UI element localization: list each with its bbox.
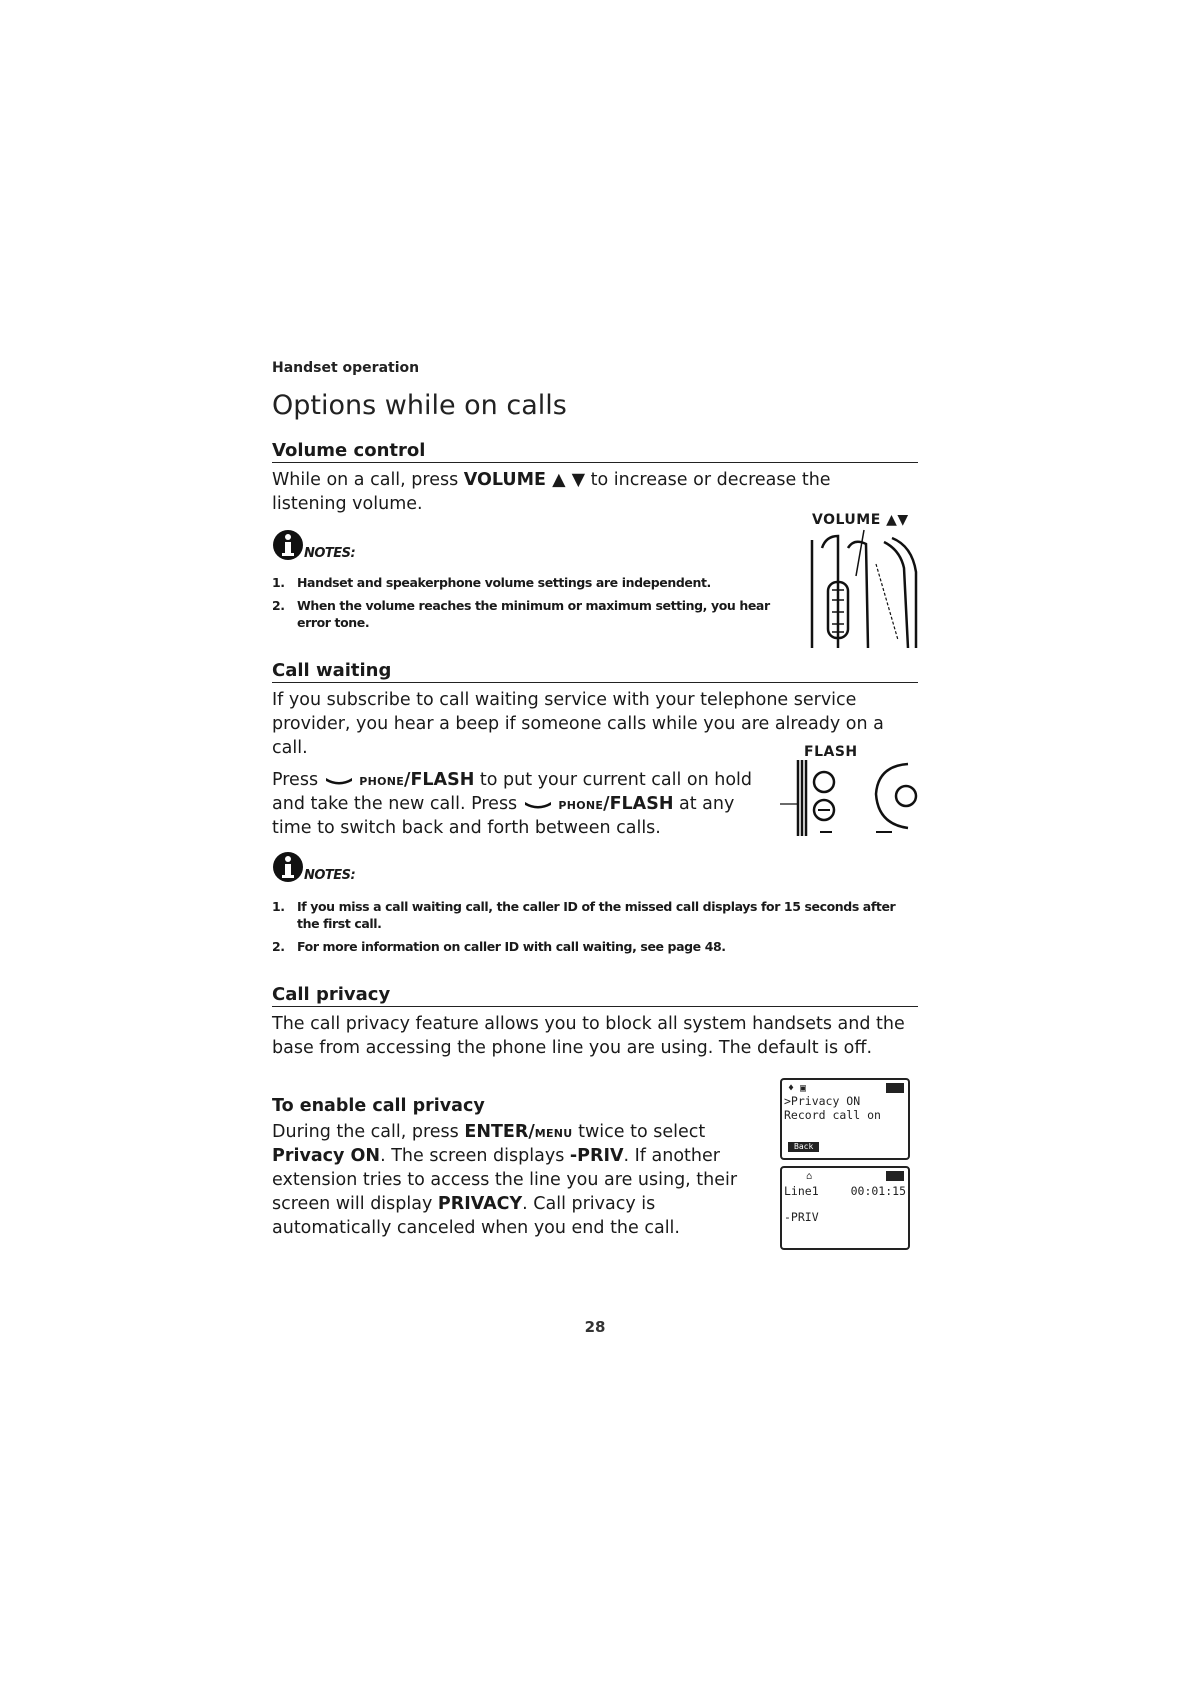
call-waiting-paragraph: If you subscribe to call waiting service with your telephone service provider, you hear a beep if someone calls while you are already on a call. — [272, 690, 884, 758]
info-icon — [272, 850, 306, 884]
battery-icon — [886, 1083, 904, 1093]
waiting-notes-list — [272, 898, 912, 961]
notes-label: NOTES: — [304, 546, 356, 561]
volume-figure-label: VOLUME ▲▼ — [812, 512, 909, 528]
handset-icon: ⌂ — [806, 1171, 813, 1182]
volume-paragraph: While on a call, press VOLUME ▲ ▼ to increase or decrease the listening volume. — [272, 470, 831, 514]
call-privacy-paragraph: The call privacy feature allows you to block all system handsets and the base from accessing the phone line you are using. The default is off. — [272, 1014, 905, 1058]
phone-icon — [324, 774, 354, 786]
signal-icon: ♦ ▣ — [788, 1083, 807, 1094]
volume-heading: Volume control — [272, 440, 918, 463]
battery-icon — [886, 1171, 904, 1181]
page-number: 28 — [584, 1318, 606, 1336]
call-waiting-heading: Call waiting — [272, 660, 918, 683]
section-label: Handset operation — [272, 360, 420, 376]
list-item: 1. If you miss a call waiting call, the caller ID of the missed call displays for 15 seconds after the first call. — [272, 899, 896, 931]
handset-screen-privacy-menu: ♦ ▣ >Privacy ON Record call on Back — [780, 1078, 910, 1160]
volume-key: VOLUME ▲ ▼ — [463, 470, 586, 490]
info-icon — [272, 528, 306, 562]
notes-label: NOTES: — [304, 868, 356, 883]
handset-screen-line-in-use: ⌂ Line1 00:01:15 -PRIV — [780, 1166, 910, 1250]
phone-icon — [523, 798, 553, 810]
flash-instructions: Press phone/FLASH to put your current call on hold and take the new call. Press phone/FLASH at any time to switch back and forth between calls. — [272, 770, 753, 838]
flash-key-illustration — [780, 760, 918, 836]
enable-privacy-subheading: To enable call privacy — [272, 1096, 485, 1116]
enable-privacy-instructions: During the call, press ENTER/menu twice to select Privacy ON. The screen displays -PRIV. If another extension tries to access the line you are using, their screen will display PRIVACY. Call privacy is automatically canceled when you end the call. — [272, 1122, 738, 1238]
volume-notes-header — [272, 528, 355, 562]
back-softkey: Back — [788, 1142, 819, 1152]
waiting-notes-header — [272, 850, 355, 884]
list-item: 2. For more information on caller ID with call waiting, see page 48. — [272, 939, 726, 954]
list-item: 2. When the volume reaches the minimum or maximum setting, you hear error tone. — [272, 598, 770, 630]
call-privacy-heading: Call privacy — [272, 984, 918, 1007]
page-title: Options while on calls — [272, 390, 567, 421]
flash-figure-label: FLASH — [804, 744, 858, 760]
volume-key-illustration — [804, 528, 918, 654]
volume-notes-list — [272, 574, 792, 637]
list-item: 1. Handset and speakerphone volume settings are independent. — [272, 575, 711, 590]
